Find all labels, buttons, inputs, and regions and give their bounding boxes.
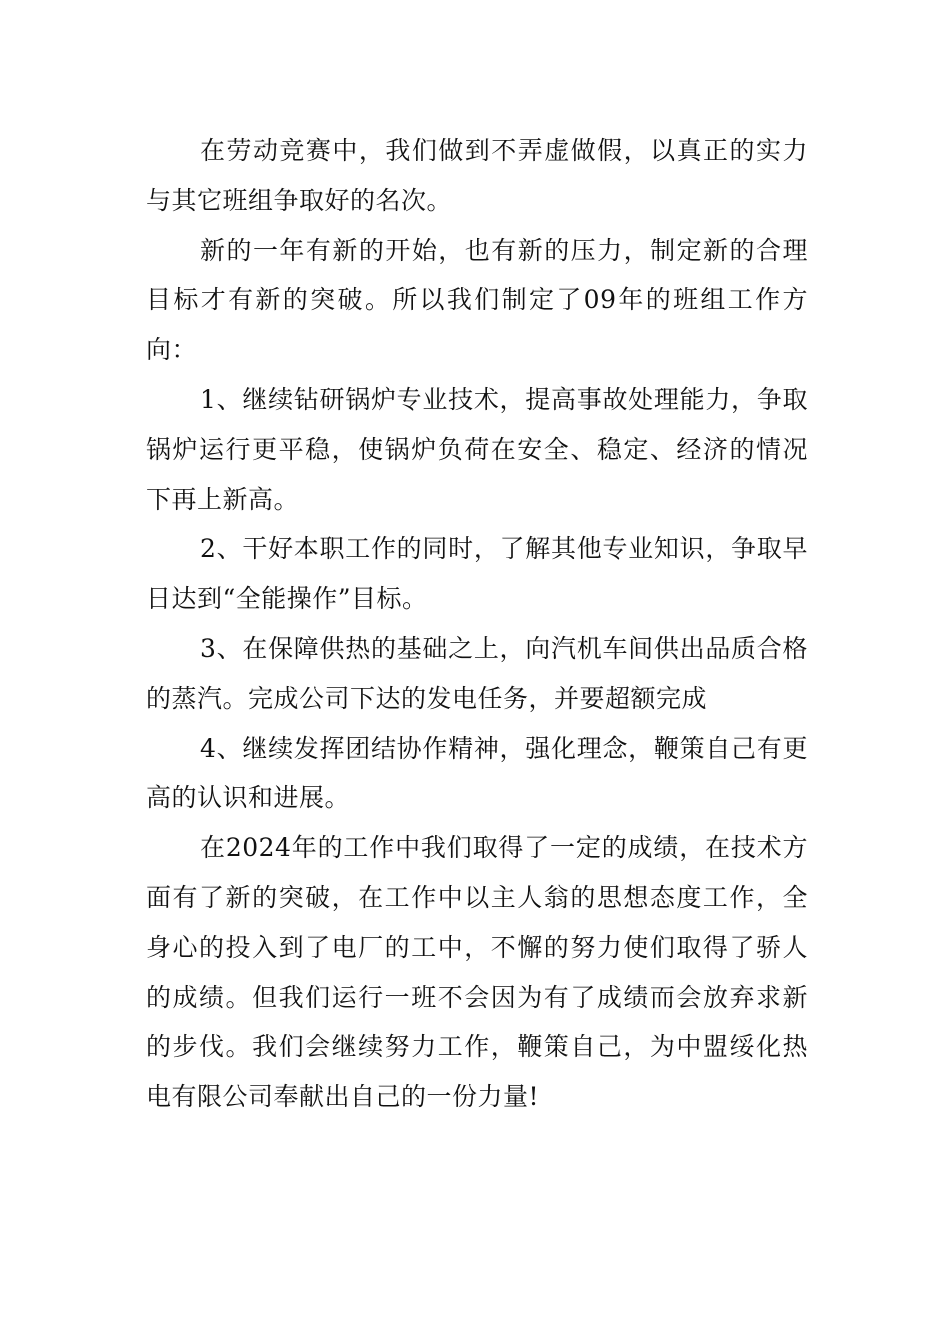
paragraph-new-year-goals: 新的一年有新的开始，也有新的压力，制定新的合理目标才有新的突破。所以我们制定了09年的班组工作方向： (146, 235, 808, 365)
list-item-2: 2、干好本职工作的同时，了解其他专业知识，争取早日达到“全能操作”目标。 (146, 534, 808, 614)
document-body (146, 126, 808, 1122)
list-item-4: 4、继续发挥团结协作精神，强化理念，鞭策自己有更高的认识和进展。 (146, 733, 808, 813)
list-item-1: 1、继续钻研锅炉专业技术，提高事故处理能力，争取锅炉运行更平稳，使锅炉负荷在安全、稳定、经济的情况下再上新高。 (146, 384, 808, 514)
paragraph-competition: 在劳动竞赛中，我们做到不弄虚做假，以真正的实力与其它班组争取好的名次。 (146, 136, 808, 215)
list-item-3: 3、在保障供热的基础之上，向汽机车间供出品质合格的蒸汽。完成公司下达的发电任务，并要超额完成 (146, 633, 808, 713)
paragraph-conclusion: 在2024年的工作中我们取得了一定的成绩，在技术方面有了新的突破，在工作中以主人翁的思想态度工作，全身心的投入到了电厂的工中，不懈的努力使们取得了骄人的成绩。但我们运行一班不会因为有了成绩而会放弃求新的步伐。我们会继续努力工作，鞭策自己，为中盟绥化热电有限公司奉献出自己的一份力量! (146, 833, 808, 1112)
